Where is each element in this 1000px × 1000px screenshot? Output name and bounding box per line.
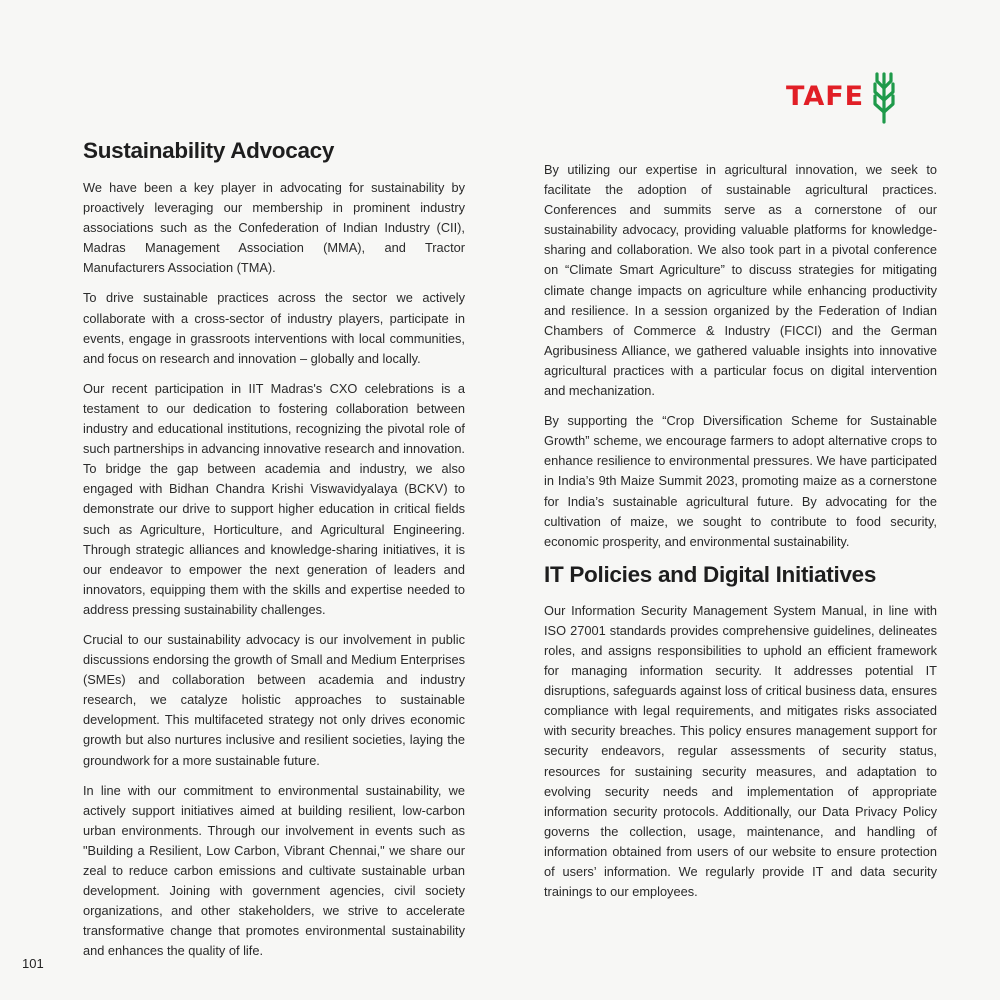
paragraph: To drive sustainable practices across the sector we actively collaborate with a cross-sector of industry players, participate in events, engage in grassroots interventions with local communities, and focus on research and innovation – globally and locally. <box>83 290 465 366</box>
paragraph: By supporting the “Crop Diversification Scheme for Sustainable Growth” scheme, we encourage farmers to adopt alternative crops to enhance resilience to environmental pressures. We have participated in India’s 9th Maize Summit 2023, promoting maize as a cornerstone for India’s sustainable agricultural future. By advocating for the cultivation of maize, we sought to contribute to food security, economic prosperity, and environmental sustainability. <box>544 413 937 549</box>
wheat-leaf-icon <box>870 68 898 124</box>
section-heading-it-policies: IT Policies and Digital Initiatives <box>544 561 877 587</box>
paragraph: We have been a key player in advocating for sustainability by proactively leveraging our membership in prominent industry associations such as the Confederation of Indian Industry (CII), Madras Management Association (MMA), and Tractor Manufacturers Association (TMA). <box>83 180 465 276</box>
logo-text: TAFE <box>786 80 865 112</box>
right-column <box>544 160 937 912</box>
paragraph: By utilizing our expertise in agricultural innovation, we seek to facilitate the adoption of sustainable agricultural practices. Conferences and summits serve as a cornerstone of our sustainability advocacy, providing valuable platforms for knowledge-sharing and collaboration. We also took part in a pivotal conference on “Climate Smart Agriculture” to discuss strategies for mitigating climate change impacts on agriculture while enhancing productivity and resilience. In a session organized by the Federation of Indian Chambers of Commerce & Industry (FICCI) and the German Agribusiness Alliance, we gathered valuable insights into innovative agricultural practices with a particular focus on digital intervention and mechanization. <box>544 162 937 399</box>
paragraph: Our recent participation in IIT Madras's CXO celebrations is a testament to our dedication to fostering collaboration between industry and educational institutions, recognizing the pivotal role of such partnerships in advancing innovative research and innovation. To bridge the gap between academia and industry, we also engaged with Bidhan Chandra Krishi Viswavidyalaya (BCKV) to demonstrate our drive to support higher education in critical fields such as Agriculture, Horticulture, and Agricultural Engineering. Through strategic alliances and knowledge-sharing initiatives, it is our endeavor to empower the next generation of leaders and innovators, equipping them with the skills and expertise needed to address pressing sustainability challenges. <box>83 380 465 617</box>
paragraph: Crucial to our sustainability advocacy is our involvement in public discussions endorsing the growth of Small and Medium Enterprises (SMEs) and collaboration between academia and industry research, we catalyze holistic approaches to sustainable development. This multifaceted strategy not only drives economic growth but also nurtures inclusive and resilient societies, laying the groundwork for a more sustainable future. <box>83 631 465 768</box>
section-heading-sustainability-advocacy: Sustainability Advocacy <box>83 138 335 163</box>
tafe-logo <box>786 68 898 124</box>
paragraph: In line with our commitment to environmental sustainability, we actively support initiatives aimed at building resilient, low-carbon urban environments. Through our involvement in events such as "Building a Resilient, Low Carbon, Vibrant Chennai," we share our zeal to reduce carbon emissions and cultivate sustainable urban development. Joining with government agencies, civil society organizations, and other stakeholders, we strive to accelerate transformative change that promotes environmental sustainability and enhances the quality of life. <box>83 782 465 959</box>
left-column <box>83 138 465 971</box>
paragraph: Our Information Security Management System Manual, in line with ISO 27001 standards provides comprehensive guidelines, delineates roles, and assigns responsibilities to uphold an efficient framework for managing information security. It addresses potential IT disruptions, safeguards against loss of critical business data, ensures compliance with legal requirements, and mitigates risks associated with security breaches. This policy ensures management support for security endeavors, regular assessments of security status, resources for sustaining security measures, and adaptation to evolving security needs and implementation of appropriate information security protocols. Additionally, our Data Privacy Policy governs the collection, usage, maintenance, and handling of information obtained from users of our website to ensure protection of users’ information. We regularly provide IT and data security trainings to our employees. <box>544 602 937 900</box>
page-number: 101 <box>22 956 44 971</box>
